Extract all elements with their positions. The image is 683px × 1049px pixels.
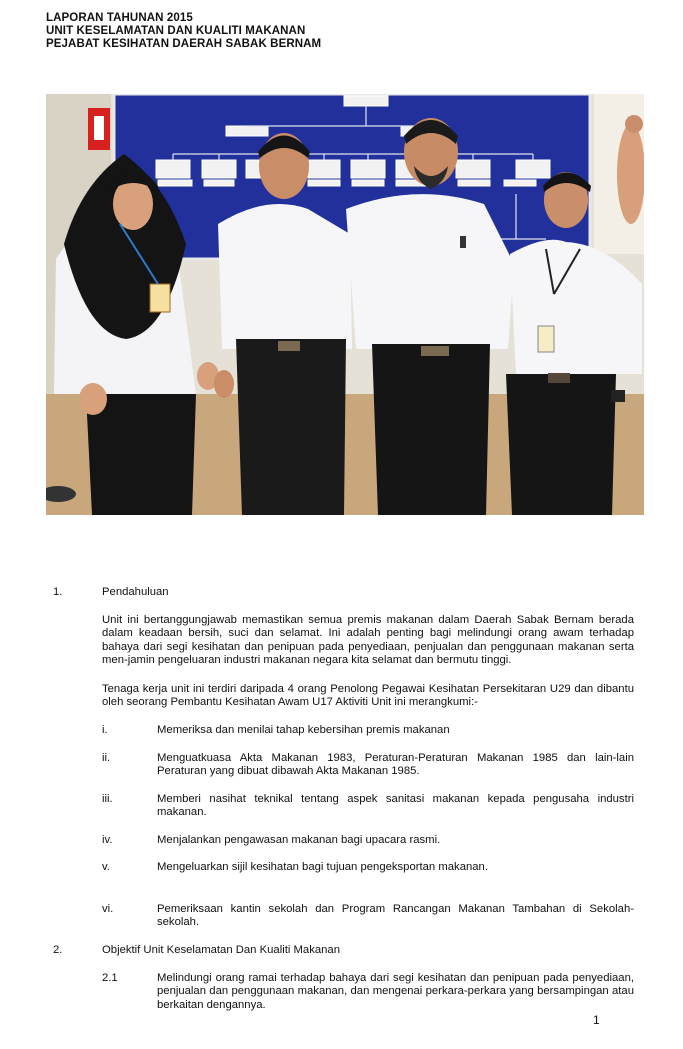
list-item-number: i.	[102, 724, 108, 736]
list-item-number: ii.	[102, 752, 111, 764]
intro-paragraph: Unit ini bertanggungjawab memastikan semua premis makanan dalam Daerah Sabak Bernam berada dalam keadaan bersih, suci dan selamat. Ini adalah penting bagi melindungi orang awam terhadap bahaya dari segi kesihatan dan penipuan pada penyediaan, penjualan dan penggunaan makanan serta men-jamin pengeluaran industri makanan negara kita selamat dan bermutu tinggi.	[102, 614, 634, 667]
list-item-number: 2.1	[102, 972, 118, 984]
list-item-text: Mengeluarkan sijil kesihatan bagi tujuan pengeksportan makanan.	[157, 861, 488, 873]
section-2-number: 2.	[53, 944, 63, 956]
list-item-number: iii.	[102, 793, 113, 805]
staff-paragraph: Tenaga kerja unit ini terdiri daripada 4 orang Penolong Pegawai Kesihatan Persekitaran U29 dan dibantu oleh seorang Pembantu Kesihatan Awam U17 Aktiviti Unit ini merangkumi:-	[102, 683, 634, 709]
unit-title: UNIT KESELAMATAN DAN KUALITI MAKANAN	[46, 25, 306, 37]
office-title: PEJABAT KESIHATAN DAERAH SABAK BERNAM	[46, 38, 322, 50]
list-item-text: Melindungi orang ramai terhadap bahaya dari segi kesihatan dan penipuan pada penyediaan, penjualan dan penggunaan makanan, dan mengenai perkara-perkara yang bersampingan atau berkaitan dengannya.	[157, 972, 634, 1011]
section-2-title: Objektif Unit Keselamatan Dan Kualiti Makanan	[102, 944, 340, 956]
list-item-text: Memberi nasihat teknikal tentang aspek sanitasi makanan kepada pengusaha industri makanan.	[157, 793, 634, 819]
section-1-title: Pendahuluan	[102, 586, 169, 598]
list-item-text: Menjalankan pengawasan makanan bagi upacara rasmi.	[157, 834, 441, 846]
list-item-text: Memeriksa dan menilai tahap kebersihan premis makanan	[157, 724, 450, 736]
page-number: 1	[593, 1013, 600, 1027]
list-item-text: Pemeriksaan kantin sekolah dan Program Rancangan Makanan Tambahan di Sekolah-sekolah.	[157, 903, 634, 929]
list-item-number: iv.	[102, 834, 113, 846]
list-item-number: v.	[102, 861, 110, 873]
report-title: LAPORAN TAHUNAN 2015	[46, 12, 193, 24]
group-photo	[46, 94, 644, 515]
section-1-number: 1.	[53, 586, 63, 598]
list-item-text: Menguatkuasa Akta Makanan 1983, Peraturan-Peraturan Makanan 1985 dan lain-lain Peraturan yang dibuat dibawah Akta Makanan 1985.	[157, 752, 634, 778]
list-item-number: vi.	[102, 903, 114, 915]
